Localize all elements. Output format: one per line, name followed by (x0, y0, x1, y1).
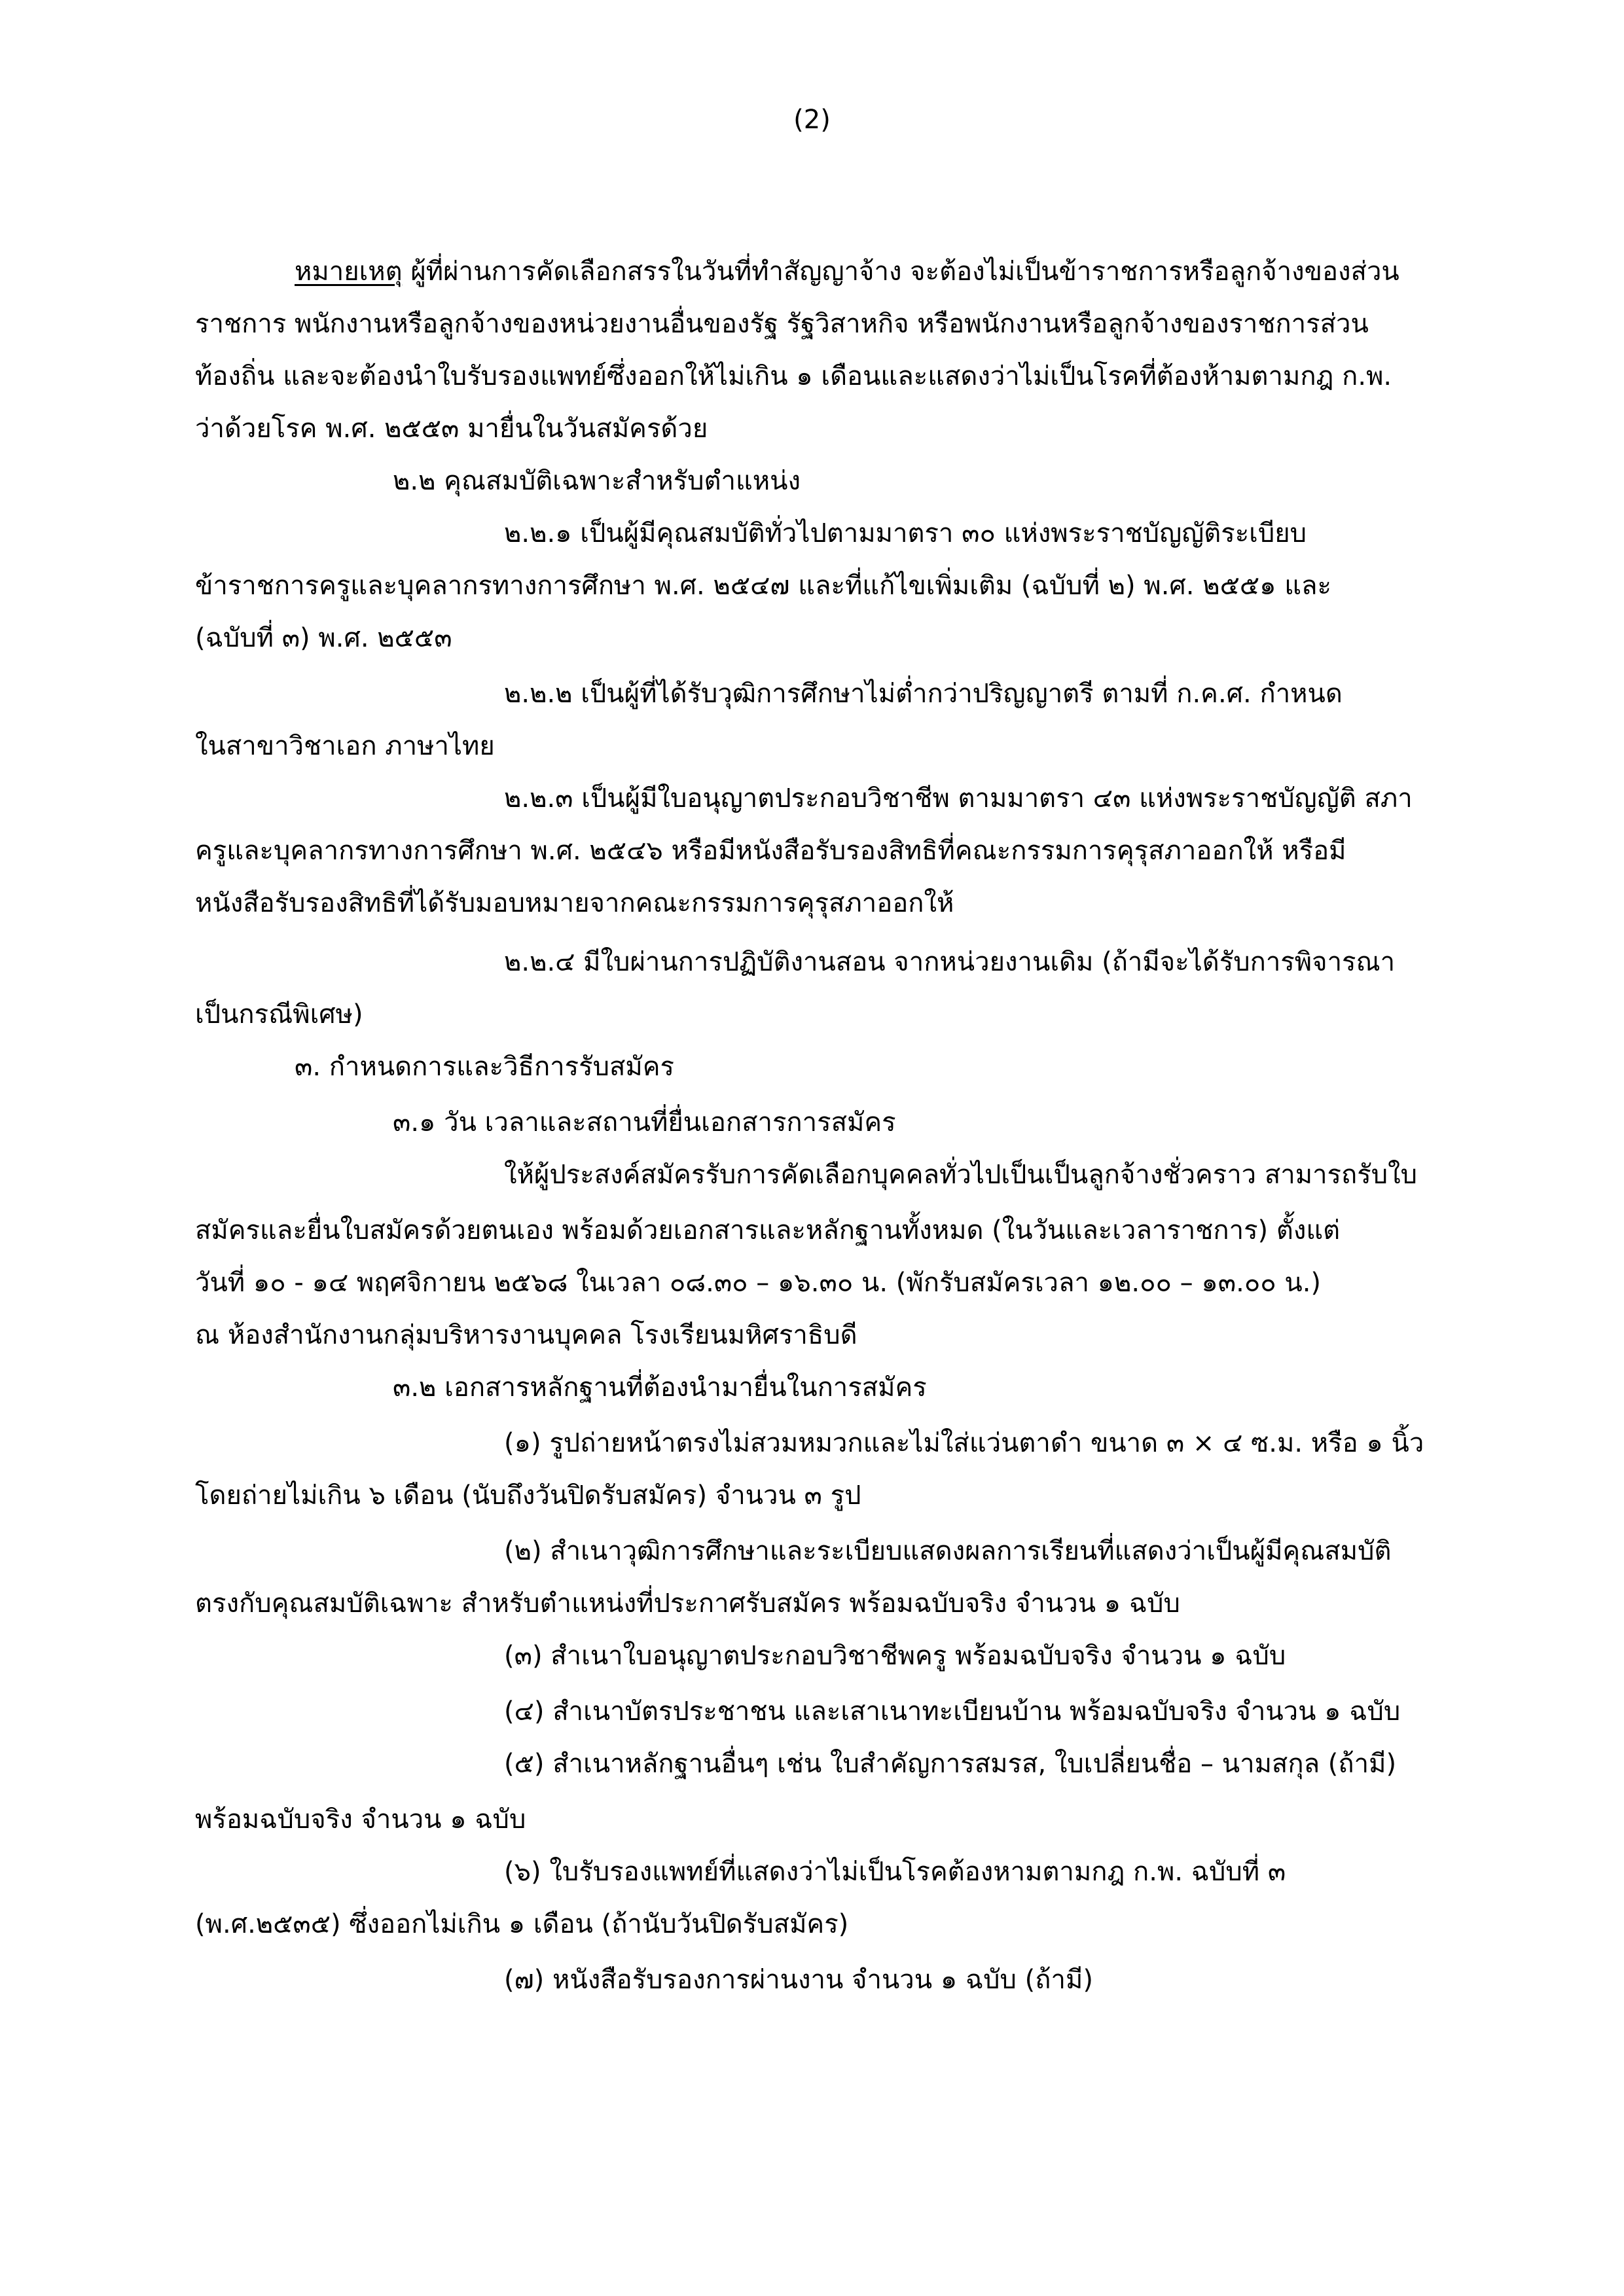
note-line-4: ว่าด้วยโรค พ.ศ. ๒๕๕๓ มายื่นในวันสมัครด้วย (195, 414, 708, 444)
item-2-2-1-line-1: ๒.๒.๑ เป็นผู้มีคุณสมบัติทั่วไปตามมาตรา ๓๐ แห่งพระราชบัญญัติระเบียบ (504, 518, 1307, 548)
doc-5-line-2: พร้อมฉบับจริง จำนวน ๑ ฉบับ (195, 1804, 526, 1835)
doc-7: (๗) หนังสือรับรองการผ่านงาน จำนวน ๑ ฉบับ (ถ้ามี) (504, 1965, 1093, 1995)
item-2-2-4-line-2: เป็นกรณีพิเศษ) (195, 999, 363, 1030)
section-3-heading: ๓. กำหนดการและวิธีการรับสมัคร (295, 1052, 675, 1082)
item-2-2-2-line-2: ในสาขาวิชาเอก ภาษาไทย (195, 731, 495, 761)
doc-6-line-2: (พ.ศ.๒๕๓๕) ซึ่งออกไม่เกิน ๑ เดือน (ถ้านับวันปิดรับสมัคร) (195, 1909, 849, 1939)
doc-4: (๔) สำเนาบัตรประชาชน และเสาเนาทะเบียนบ้าน พร้อมฉบับจริง จำนวน ๑ ฉบับ (504, 1696, 1401, 1727)
item-2-2-2-line-1: ๒.๒.๒ เป็นผู้ที่ได้รับวุฒิการศึกษาไม่ต่ำกว่าปริญญาตรี ตามที่ ก.ค.ศ. กำหนด (504, 679, 1343, 709)
item-2-2-1-line-3: (ฉบับที่ ๓) พ.ศ. ๒๕๕๓ (195, 623, 452, 653)
section-3-1-line-2: สมัครและยื่นใบสมัครด้วยตนเอง พร้อมด้วยเอกสารและหลักฐานทั้งหมด (ในวันและเวลาราชการ) ตั้งแต่ (195, 1215, 1341, 1246)
note-line-1 (295, 259, 1399, 285)
section-2-2-heading: ๒.๒ คุณสมบัติเฉพาะสำหรับตำแหน่ง (393, 466, 801, 496)
item-2-2-1-line-2: ข้าราชการครูและบุคลากรทางการศึกษา พ.ศ. ๒๕๔๗ และที่แก้ไขเพิ่มเติม (ฉบับที่ ๒) พ.ศ. ๒๕๕๑ และ (195, 571, 1332, 601)
item-2-2-3-line-3: หนังสือรับรองสิทธิที่ได้รับมอบหมายจากคณะกรรมการคุรุสภาออกให้ (195, 888, 954, 918)
item-2-2-4-line-1: ๒.๒.๔ มีใบผ่านการปฏิบัติงานสอน จากหน่วยงานเดิม (ถ้ามีจะได้รับการพิจารณา (504, 947, 1396, 977)
section-3-1-line-4: ณ ห้องสำนักงานกลุ่มบริหารงานบุคคล โรงเรียนมหิศราธิบดี (195, 1320, 857, 1350)
note-line-3: ท้องถิ่น และจะต้องนำใบรับรองแพทย์ซึ่งออกให้ไม่เกิน ๑ เดือนและแสดงว่าไม่เป็นโรคที่ต้องห้ามตามกฎ ก.พ. (195, 361, 1392, 391)
section-3-1-heading: ๓.๑ วัน เวลาและสถานที่ยื่นเอกสารการสมัคร (393, 1107, 896, 1138)
doc-2-line-2: ตรงกับคุณสมบัติเฉพาะ สำหรับตำแหน่งที่ประกาศรับสมัคร พร้อมฉบับจริง จำนวน ๑ ฉบับ (195, 1588, 1180, 1619)
doc-2-line-1: (๒) สำเนาวุฒิการศึกษาและระเบียบแสดงผลการเรียนที่แสดงว่าเป็นผู้มีคุณสมบัติ (504, 1536, 1392, 1566)
doc-1-line-2: โดยถ่ายไม่เกิน ๖ เดือน (นับถึงวันปิดรับสมัคร) จำนวน ๓ รูป (195, 1480, 861, 1511)
section-3-2-heading: ๓.๒ เอกสารหลักฐานที่ต้องนำมายื่นในการสมัคร (393, 1372, 927, 1403)
doc-6-line-1: (๖) ใบรับรองแพทย์ที่แสดงว่าไม่เป็นโรคต้องหามตามกฎ ก.พ. ฉบับที่ ๓ (504, 1857, 1286, 1887)
doc-5-line-1: (๕) สำเนาหลักฐานอื่นๆ เช่น ใบสำคัญการสมรส, ใบเปลี่ยนชื่อ – นามสกุล (ถ้ามี) (504, 1749, 1397, 1779)
item-2-2-3-line-2: ครูและบุคลากรทางการศึกษา พ.ศ. ๒๕๔๖ หรือมีหนังสือรับรองสิทธิที่คณะกรรมการคุรุสภาออกให้ หรือมี (195, 836, 1346, 866)
doc-3: (๓) สำเนาใบอนุญาตประกอบวิชาชีพครู พร้อมฉบับจริง จำนวน ๑ ฉบับ (504, 1641, 1286, 1671)
page-number: (2) (793, 105, 831, 135)
note-text-1: ผู้ที่ผ่านการคัดเลือกสรรในวันที่ทำสัญญาจ้าง จะต้องไม่เป็นข้าราชการหรือลูกจ้างของส่วน (402, 257, 1399, 287)
note-line-2: ราชการ พนักงานหรือลูกจ้างของหน่วยงานอื่นของรัฐ รัฐวิสาหกิจ หรือพนักงานหรือลูกจ้างของราชการส่วน (195, 309, 1369, 339)
doc-1-line-1: (๑) รูปถ่ายหน้าตรงไม่สวมหมวกและไม่ใส่แว่นตาดำ ขนาด ๓ × ๔ ซ.ม. หรือ ๑ นิ้ว (504, 1428, 1424, 1458)
note-label: หมายเหตุ (295, 257, 403, 287)
item-2-2-3-line-1: ๒.๒.๓ เป็นผู้มีใบอนุญาตประกอบวิชาชีพ ตามมาตรา ๔๓ แห่งพระราชบัญญัติ สภา (504, 783, 1413, 814)
section-3-1-line-3: วันที่ ๑๐ - ๑๔ พฤศจิกายน ๒๕๖๘ ในเวลา ๐๘.๓๐ – ๑๖.๓๐ น. (พักรับสมัครเวลา ๑๒.๐๐ – ๑๓.๐๐ น.) (195, 1268, 1322, 1298)
section-3-1-line-1: ให้ผู้ประสงค์สมัครรับการคัดเลือกบุคคลทั่วไปเป็นเป็นลูกจ้างชั่วคราว สามารถรับใบ (504, 1160, 1418, 1190)
